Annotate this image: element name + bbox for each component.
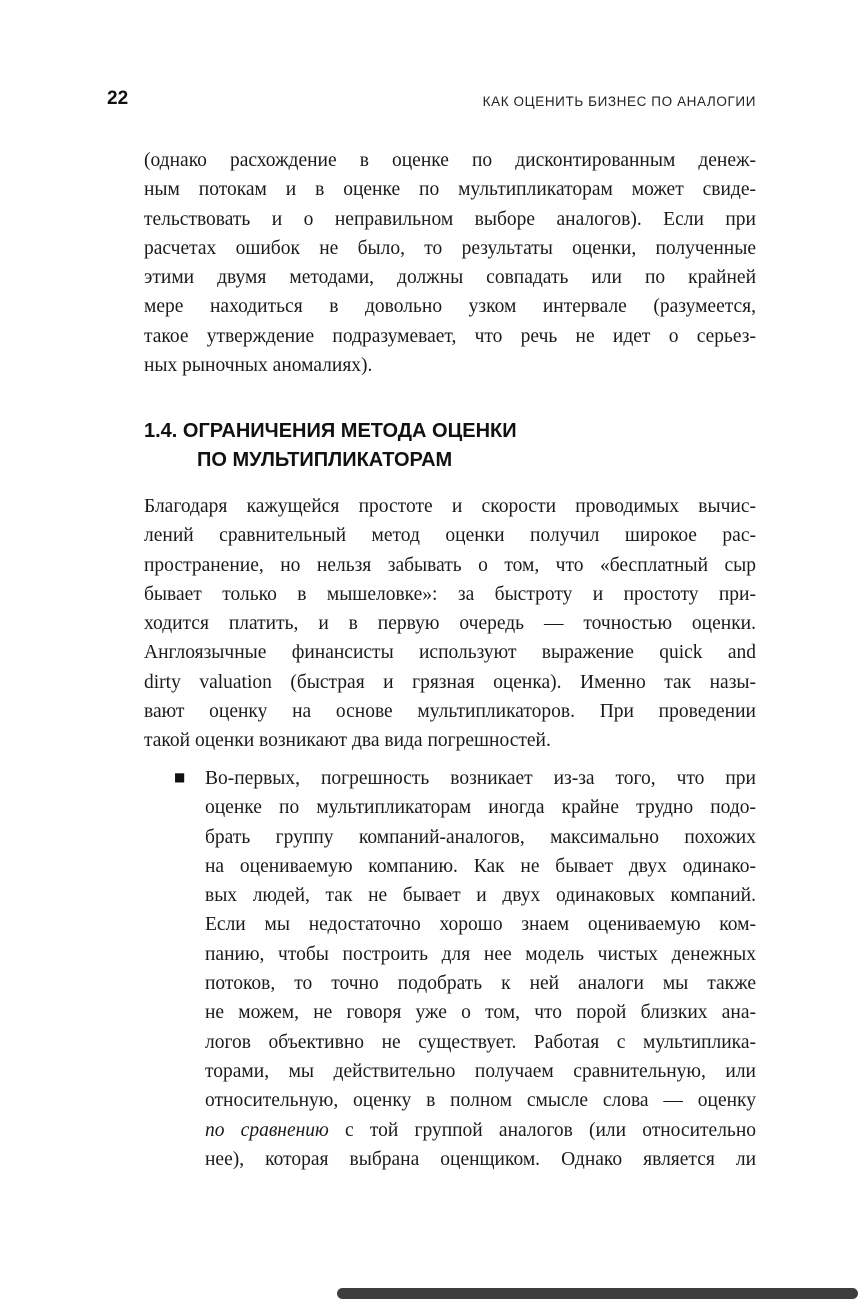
- square-bullet-icon: ■: [174, 770, 186, 784]
- text-line: расчетах ошибок не было, то результаты оценки, полученные: [144, 237, 756, 259]
- section-heading: [144, 417, 517, 475]
- text-line: ных рыночных аномалиях).: [144, 355, 373, 377]
- italic-phrase: по сравнению: [205, 1119, 329, 1141]
- text-line: (однако расхождение в оценке по дисконтированным денеж-: [144, 150, 756, 171]
- text-line: брать группу компаний-аналогов, максимально похожих: [205, 826, 756, 848]
- text-line: не можем, не говоря уже о том, что порой близких ана-: [205, 1002, 756, 1024]
- text-line: вых людей, так не бывает и двух одинаковых компаний.: [205, 885, 756, 907]
- page-number: 22: [107, 88, 129, 109]
- text-line: Благодаря кажущейся простоте и скорости проводимых вычис-: [144, 496, 756, 517]
- text-line: на оцениваемую компанию. Как не бывает двух одинако-: [205, 855, 756, 877]
- text-line: dirty valuation (быстрая и грязная оценка). Именно так назы-: [144, 671, 756, 693]
- section-heading-line2: ПО МУЛЬТИПЛИКАТОРАМ: [197, 449, 453, 471]
- paragraph-1: [144, 146, 756, 380]
- text-line-with-italic: [205, 1116, 756, 1145]
- text-line: оценке по мультипликаторам иногда крайне трудно подо-: [205, 797, 756, 819]
- text-line: нее), которая выбрана оценщиком. Однако является ли: [205, 1148, 756, 1170]
- text-line: этими двумя методами, должны совпадать или по крайней: [144, 267, 756, 289]
- text-line: лений сравнительный метод оценки получил широкое рас-: [144, 525, 756, 547]
- text-line: мере находиться в довольно узком интервале (разумеется,: [144, 296, 756, 318]
- text-line: бывает только в мышеловке»: за быстроту и простоту при-: [144, 583, 756, 605]
- section-heading-line1: 1.4. ОГРАНИЧЕНИЯ МЕТОДА ОЦЕНКИ: [144, 420, 517, 442]
- text-line: Если мы недостаточно хорошо знаем оцениваемую ком-: [205, 914, 756, 936]
- text-line: логов объективно не существует. Работая с мультиплика-: [205, 1031, 756, 1053]
- bullet-text: [205, 764, 756, 1174]
- text-line: панию, чтобы построить для нее модель чистых денежных: [205, 943, 756, 965]
- bullet-list-item: [144, 764, 756, 1174]
- text-line: Во-первых, погрешность возникает из-за того, что при: [205, 768, 756, 789]
- text-line: тельствовать и о неправильном выборе аналогов). Если при: [144, 208, 756, 230]
- text-line: ходится платить, и в первую очередь — точностью оценки.: [144, 613, 756, 635]
- horizontal-scrollbar-thumb[interactable]: [337, 1288, 858, 1299]
- paragraph-2: [144, 492, 756, 756]
- line-rest: с той группой аналогов (или относительно: [328, 1119, 756, 1141]
- text-line: ным потокам и в оценке по мультипликаторам может свиде-: [144, 179, 756, 201]
- text-line: такой оценки возникают два вида погрешностей.: [144, 730, 551, 752]
- text-line: пространение, но нельзя забывать о том, что «бесплатный сыр: [144, 554, 756, 576]
- text-line: торами, мы действительно получаем сравнительную, или: [205, 1060, 756, 1082]
- text-line: такое утверждение подразумевает, что речь не идет о серьез-: [144, 325, 756, 347]
- running-header: КАК ОЦЕНИТЬ БИЗНЕС ПО АНАЛОГИИ: [482, 94, 756, 109]
- text-line: Англоязычные финансисты используют выражение quick and: [144, 642, 756, 664]
- text-line: относительную, оценку в полном смысле слова — оценку: [205, 1090, 756, 1112]
- text-line: потоков, то точно подобрать к ней аналоги мы также: [205, 973, 756, 995]
- text-line: вают оценку на основе мультипликаторов. При проведении: [144, 701, 756, 723]
